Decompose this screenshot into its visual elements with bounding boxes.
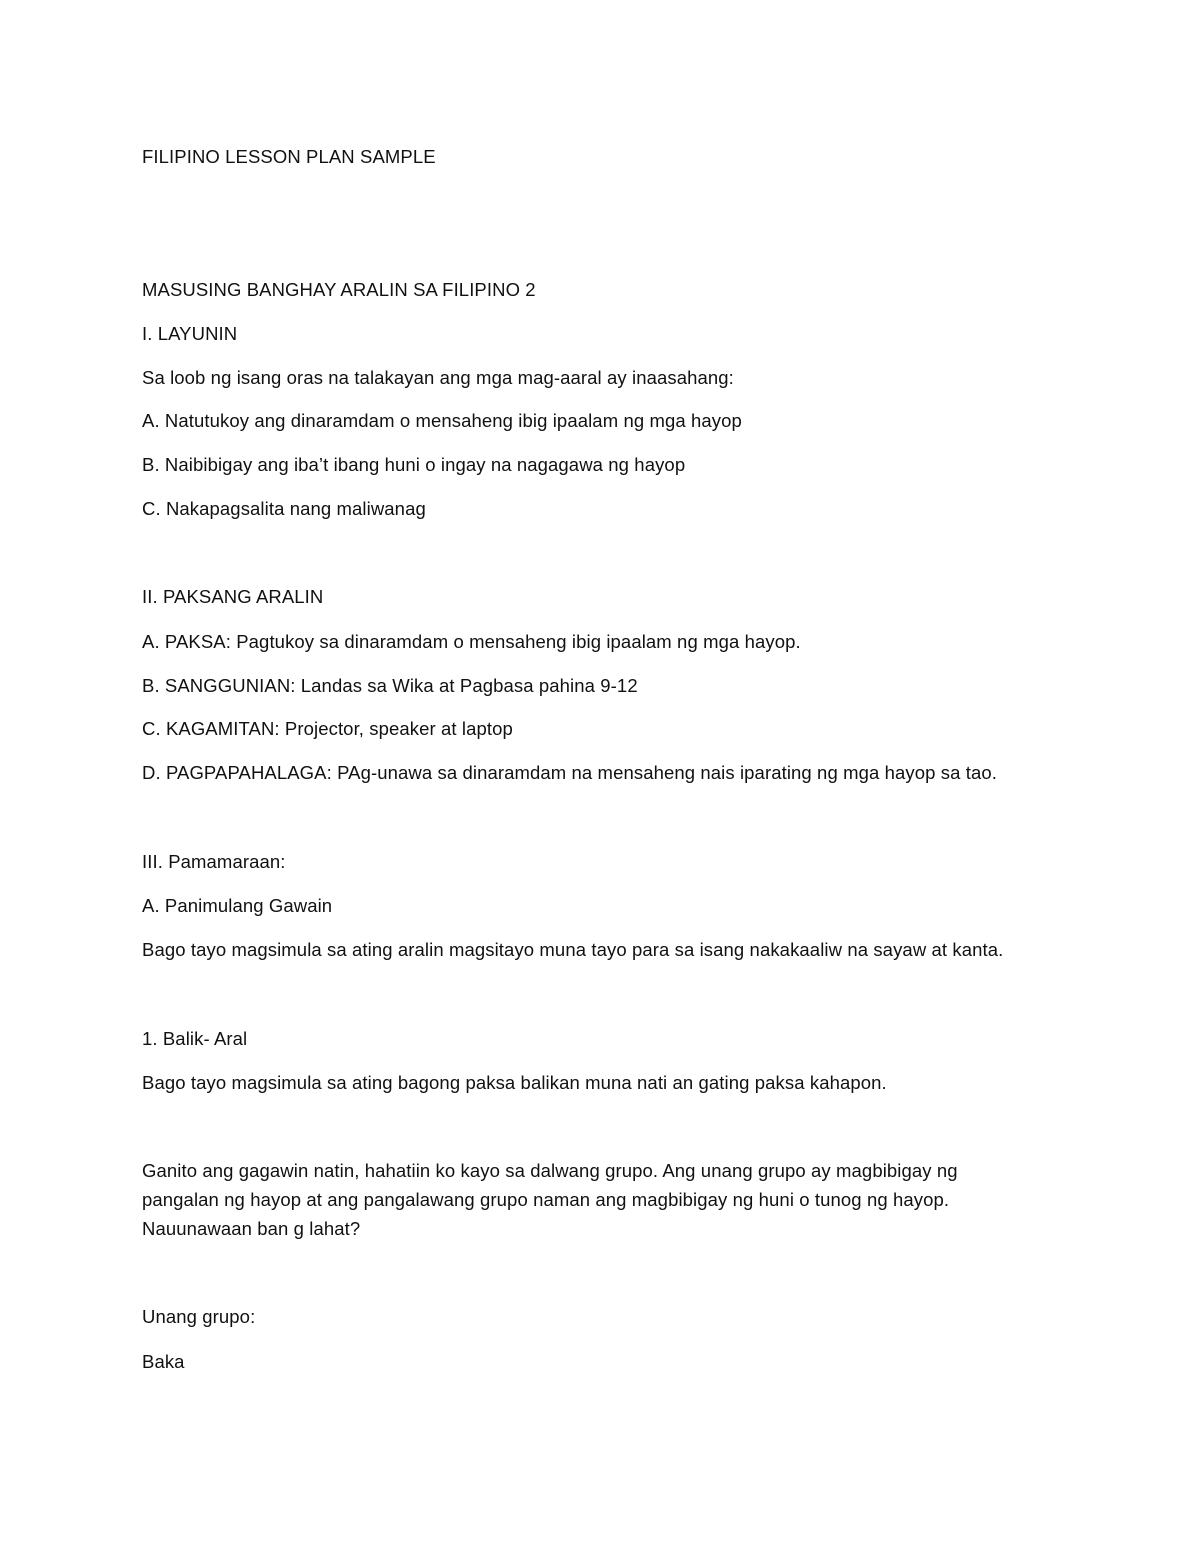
layunin-intro: Sa loob ng isang oras na talakayan ang mga mag-aaral ay inaasahang:: [142, 367, 734, 388]
instructions-line: Nauunawaan ban g lahat?: [142, 1218, 361, 1239]
section-layunin-title: I. LAYUNIN: [142, 323, 238, 344]
instructions-line: pangalan ng hayop at ang pangalawang grupo naman ang magbibigay ng huni o tunog ng hayop.: [142, 1189, 950, 1210]
paksang-aralin-item: D. PAGPAPAHALAGA: PAg-unawa sa dinaramdam na mensaheng nais iparating ng mga hayop sa tao.: [142, 762, 997, 783]
instructions-line: Ganito ang gagawin natin, hahatiin ko kayo sa dalwang grupo. Ang unang grupo ay magbibigay ng: [142, 1160, 958, 1181]
group-label: Unang grupo:: [142, 1306, 256, 1327]
balik-aral-title: 1. Balik- Aral: [142, 1028, 248, 1049]
group-item: Baka: [142, 1351, 185, 1372]
instructions-paragraph: [142, 1156, 1042, 1243]
section-paksang-aralin-title: II. PAKSANG ARALIN: [142, 586, 324, 607]
panimulang-gawain-text: Bago tayo magsimula sa ating aralin magsitayo muna tayo para sa isang nakakaaliw na sayaw at kanta.: [142, 939, 1004, 960]
layunin-item: A. Natutukoy ang dinaramdam o mensaheng ibig ipaalam ng mga hayop: [142, 410, 742, 431]
section-pamamaraan-title: III. Pamamaraan:: [142, 851, 286, 872]
document-title: FILIPINO LESSON PLAN SAMPLE: [142, 146, 436, 167]
layunin-item: C. Nakapagsalita nang maliwanag: [142, 498, 426, 519]
paksang-aralin-item: B. SANGGUNIAN: Landas sa Wika at Pagbasa pahina 9-12: [142, 675, 638, 696]
layunin-item: B. Naibibigay ang iba’t ibang huni o ingay na nagagawa ng hayop: [142, 454, 686, 475]
balik-aral-text: Bago tayo magsimula sa ating bagong paksa balikan muna nati an gating paksa kahapon.: [142, 1072, 887, 1093]
paksang-aralin-item: A. PAKSA: Pagtukoy sa dinaramdam o mensaheng ibig ipaalam ng mga hayop.: [142, 631, 801, 652]
paksang-aralin-item: C. KAGAMITAN: Projector, speaker at laptop: [142, 718, 513, 739]
lesson-heading: MASUSING BANGHAY ARALIN SA FILIPINO 2: [142, 279, 536, 300]
panimulang-gawain-title: A. Panimulang Gawain: [142, 895, 333, 916]
